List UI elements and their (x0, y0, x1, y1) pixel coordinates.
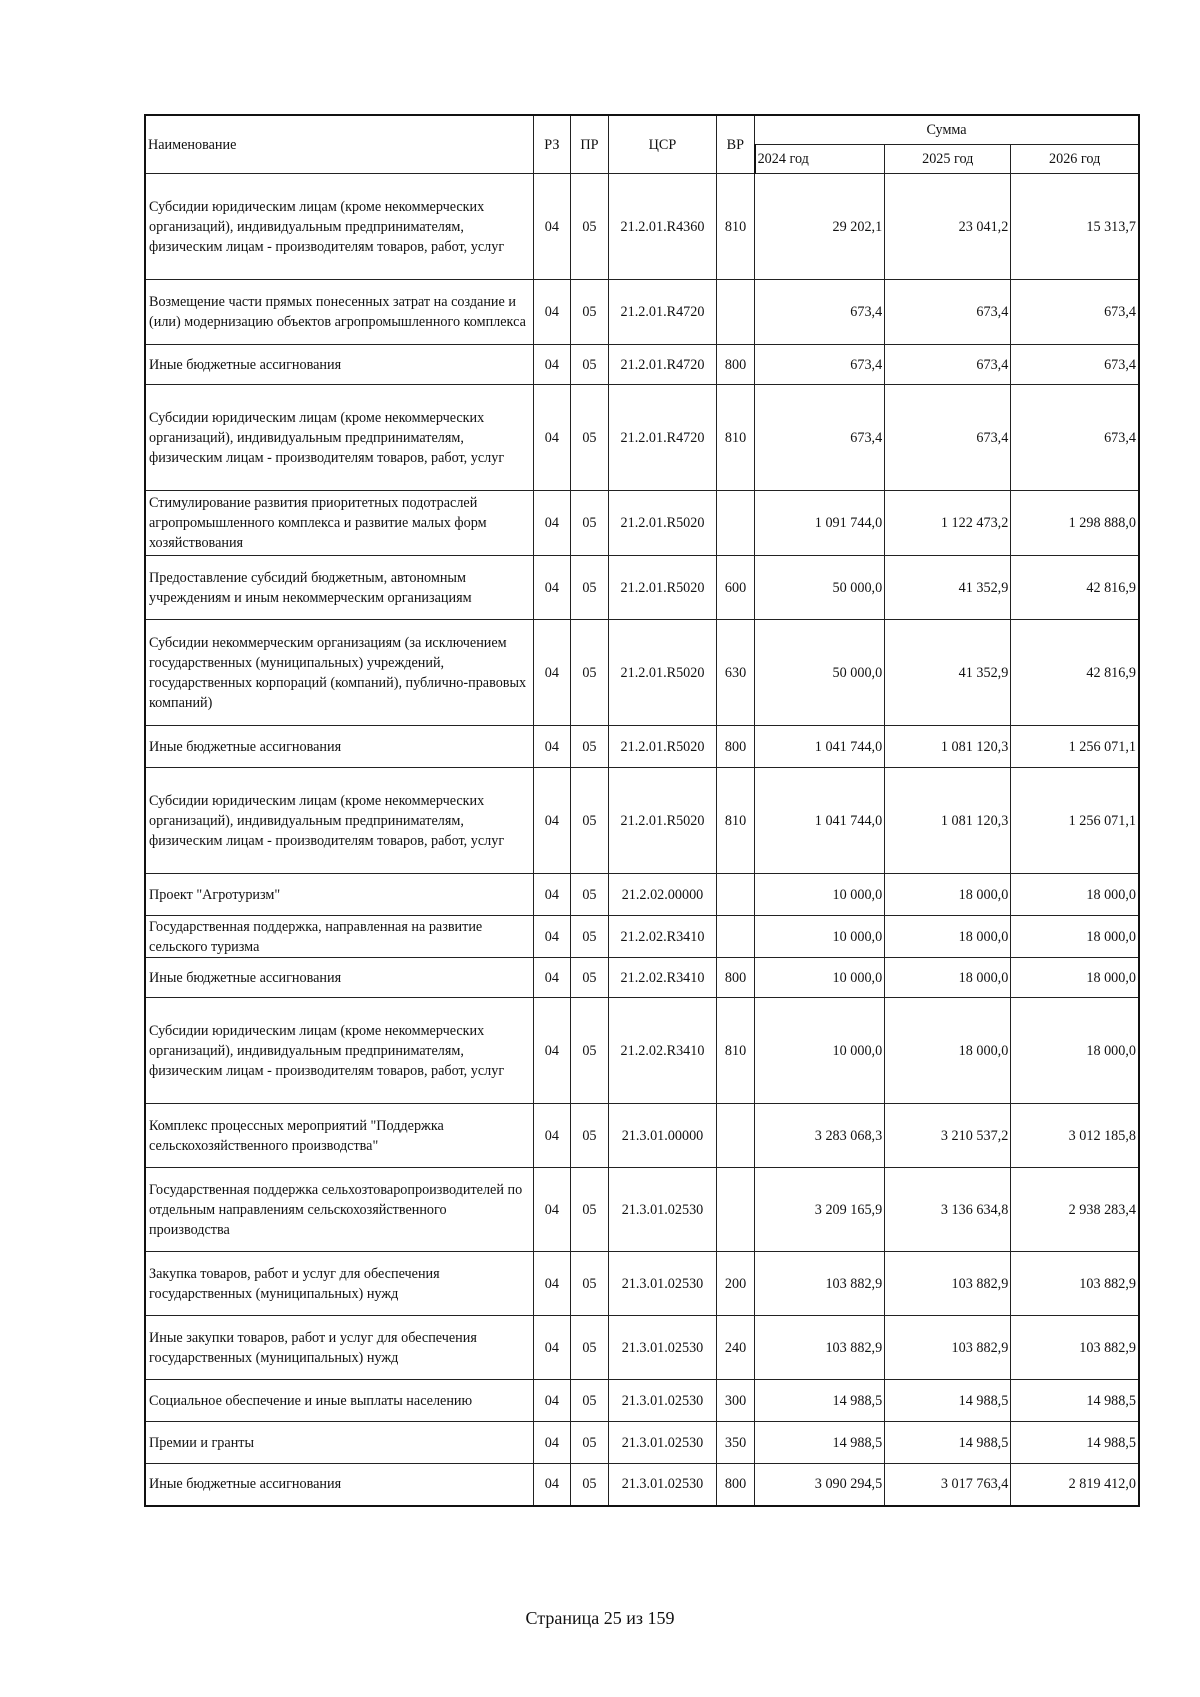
cell-csr: 21.3.01.02530 (608, 1316, 716, 1380)
cell-pr: 05 (570, 556, 608, 620)
cell-pr: 05 (570, 1422, 608, 1464)
cell-year-2025: 3 136 634,8 (885, 1168, 1011, 1252)
cell-vr (717, 916, 755, 958)
cell-rz: 04 (533, 174, 570, 280)
cell-vr: 240 (717, 1316, 755, 1380)
cell-year-2024: 3 090 294,5 (755, 1464, 885, 1506)
cell-vr (717, 280, 755, 345)
table-row (145, 1464, 1139, 1506)
header-year-2026: 2026 год (1011, 145, 1139, 174)
cell-rz: 04 (533, 1464, 570, 1506)
cell-vr: 630 (717, 620, 755, 726)
header-year-2024: 2024 год (755, 145, 885, 174)
cell-year-2025: 673,4 (885, 345, 1011, 385)
cell-csr: 21.2.01.R4720 (608, 280, 716, 345)
cell-rz: 04 (533, 1168, 570, 1252)
cell-vr: 810 (717, 385, 755, 491)
cell-name: Субсидии юридическим лицам (кроме некоммерческих организаций), индивидуальным предпринимателям, физическим лицам - производителям товаров, работ, услуг (145, 998, 533, 1104)
cell-vr: 800 (717, 345, 755, 385)
cell-year-2026: 14 988,5 (1011, 1422, 1139, 1464)
cell-year-2026: 42 816,9 (1011, 620, 1139, 726)
cell-year-2025: 14 988,5 (885, 1380, 1011, 1422)
cell-pr: 05 (570, 1464, 608, 1506)
cell-year-2024: 29 202,1 (755, 174, 885, 280)
table-row (145, 385, 1139, 491)
cell-year-2025: 1 081 120,3 (885, 726, 1011, 768)
cell-vr (717, 1104, 755, 1168)
cell-rz: 04 (533, 280, 570, 345)
cell-rz: 04 (533, 958, 570, 998)
table-row (145, 958, 1139, 998)
cell-pr: 05 (570, 174, 608, 280)
cell-year-2026: 42 816,9 (1011, 556, 1139, 620)
cell-year-2026: 18 000,0 (1011, 998, 1139, 1104)
table-row (145, 280, 1139, 345)
cell-name: Государственная поддержка сельхозтоваропроизводителей по отдельным направлениям сельскохозяйственного производства (145, 1168, 533, 1252)
header-vr: ВР (717, 115, 755, 174)
cell-name: Комплекс процессных мероприятий "Поддержка сельскохозяйственного производства" (145, 1104, 533, 1168)
cell-pr: 05 (570, 1380, 608, 1422)
table-row (145, 1104, 1139, 1168)
cell-year-2024: 10 000,0 (755, 916, 885, 958)
table-row (145, 491, 1139, 556)
cell-year-2024: 3 283 068,3 (755, 1104, 885, 1168)
cell-pr: 05 (570, 726, 608, 768)
table-row (145, 726, 1139, 768)
cell-vr: 200 (717, 1252, 755, 1316)
cell-name: Государственная поддержка, направленная на развитие сельского туризма (145, 916, 533, 958)
cell-pr: 05 (570, 1104, 608, 1168)
cell-name: Субсидии юридическим лицам (кроме некоммерческих организаций), индивидуальным предпринимателям, физическим лицам - производителям товаров, работ, услуг (145, 768, 533, 874)
cell-name: Субсидии юридическим лицам (кроме некоммерческих организаций), индивидуальным предпринимателям, физическим лицам - производителям товаров, работ, услуг (145, 385, 533, 491)
cell-year-2024: 673,4 (755, 345, 885, 385)
cell-year-2026: 1 298 888,0 (1011, 491, 1139, 556)
cell-rz: 04 (533, 726, 570, 768)
cell-pr: 05 (570, 768, 608, 874)
cell-year-2024: 10 000,0 (755, 958, 885, 998)
header-pr: ПР (570, 115, 608, 174)
cell-pr: 05 (570, 280, 608, 345)
cell-csr: 21.2.02.00000 (608, 874, 716, 916)
cell-year-2025: 673,4 (885, 385, 1011, 491)
cell-pr: 05 (570, 345, 608, 385)
cell-rz: 04 (533, 1380, 570, 1422)
cell-year-2026: 15 313,7 (1011, 174, 1139, 280)
cell-name: Премии и гранты (145, 1422, 533, 1464)
cell-year-2024: 50 000,0 (755, 620, 885, 726)
cell-pr: 05 (570, 958, 608, 998)
cell-year-2025: 3 210 537,2 (885, 1104, 1011, 1168)
cell-vr: 800 (717, 958, 755, 998)
cell-year-2026: 673,4 (1011, 345, 1139, 385)
table-row (145, 620, 1139, 726)
cell-rz: 04 (533, 620, 570, 726)
cell-vr (717, 874, 755, 916)
cell-pr: 05 (570, 916, 608, 958)
cell-year-2026: 18 000,0 (1011, 958, 1139, 998)
header-sum: Сумма (755, 115, 1139, 145)
table-row (145, 916, 1139, 958)
cell-pr: 05 (570, 1316, 608, 1380)
cell-year-2025: 1 122 473,2 (885, 491, 1011, 556)
table-row (145, 1316, 1139, 1380)
table-row (145, 874, 1139, 916)
cell-year-2026: 103 882,9 (1011, 1316, 1139, 1380)
table-row (145, 1380, 1139, 1422)
cell-year-2025: 3 017 763,4 (885, 1464, 1011, 1506)
cell-year-2026: 1 256 071,1 (1011, 768, 1139, 874)
cell-year-2026: 2 938 283,4 (1011, 1168, 1139, 1252)
cell-vr (717, 491, 755, 556)
cell-year-2026: 14 988,5 (1011, 1380, 1139, 1422)
cell-csr: 21.2.01.R4720 (608, 385, 716, 491)
cell-rz: 04 (533, 874, 570, 916)
cell-csr: 21.3.01.02530 (608, 1168, 716, 1252)
cell-pr: 05 (570, 998, 608, 1104)
cell-name: Стимулирование развития приоритетных подотраслей агропромышленного комплекса и развитие малых форм хозяйствования (145, 491, 533, 556)
cell-name: Предоставление субсидий бюджетным, автономным учреждениям и иным некоммерческим организациям (145, 556, 533, 620)
cell-year-2026: 3 012 185,8 (1011, 1104, 1139, 1168)
cell-year-2025: 18 000,0 (885, 916, 1011, 958)
cell-name: Субсидии юридическим лицам (кроме некоммерческих организаций), индивидуальным предпринимателям, физическим лицам - производителям товаров, работ, услуг (145, 174, 533, 280)
cell-vr: 810 (717, 174, 755, 280)
cell-csr: 21.2.01.R4360 (608, 174, 716, 280)
table-row (145, 345, 1139, 385)
cell-year-2025: 103 882,9 (885, 1316, 1011, 1380)
cell-year-2024: 10 000,0 (755, 874, 885, 916)
cell-csr: 21.2.02.R3410 (608, 998, 716, 1104)
cell-pr: 05 (570, 1252, 608, 1316)
cell-rz: 04 (533, 916, 570, 958)
cell-year-2024: 14 988,5 (755, 1422, 885, 1464)
cell-vr: 800 (717, 1464, 755, 1506)
cell-year-2025: 18 000,0 (885, 874, 1011, 916)
cell-csr: 21.2.01.R5020 (608, 491, 716, 556)
cell-year-2026: 1 256 071,1 (1011, 726, 1139, 768)
cell-year-2024: 1 041 744,0 (755, 726, 885, 768)
cell-rz: 04 (533, 556, 570, 620)
cell-csr: 21.3.01.02530 (608, 1252, 716, 1316)
cell-year-2024: 1 091 744,0 (755, 491, 885, 556)
cell-year-2024: 103 882,9 (755, 1316, 885, 1380)
cell-year-2026: 18 000,0 (1011, 874, 1139, 916)
table-row (145, 1168, 1139, 1252)
table-row (145, 556, 1139, 620)
cell-year-2025: 18 000,0 (885, 958, 1011, 998)
cell-year-2024: 3 209 165,9 (755, 1168, 885, 1252)
cell-vr: 300 (717, 1380, 755, 1422)
cell-pr: 05 (570, 620, 608, 726)
cell-year-2025: 14 988,5 (885, 1422, 1011, 1464)
cell-vr (717, 1168, 755, 1252)
header-row-top (145, 115, 1139, 145)
header-csr: ЦСР (608, 115, 716, 174)
cell-year-2025: 103 882,9 (885, 1252, 1011, 1316)
cell-pr: 05 (570, 491, 608, 556)
cell-name: Иные бюджетные ассигнования (145, 345, 533, 385)
cell-rz: 04 (533, 1252, 570, 1316)
cell-name: Субсидии некоммерческим организациям (за исключением государственных (муниципальных) учреждений, государственных корпораций (компаний), публично-правовых компаний) (145, 620, 533, 726)
cell-year-2026: 673,4 (1011, 280, 1139, 345)
cell-name: Иные закупки товаров, работ и услуг для обеспечения государственных (муниципальных) нужд (145, 1316, 533, 1380)
table-row (145, 1422, 1139, 1464)
cell-csr: 21.2.02.R3410 (608, 916, 716, 958)
cell-rz: 04 (533, 491, 570, 556)
budget-table (144, 114, 1140, 1507)
cell-year-2025: 41 352,9 (885, 556, 1011, 620)
cell-csr: 21.3.01.02530 (608, 1464, 716, 1506)
cell-vr: 600 (717, 556, 755, 620)
cell-pr: 05 (570, 1168, 608, 1252)
header-name: Наименование (145, 115, 533, 174)
page-number: Страница 25 из 159 (525, 1608, 675, 1628)
cell-csr: 21.2.01.R5020 (608, 620, 716, 726)
header-year-2025: 2025 год (885, 145, 1011, 174)
cell-year-2026: 18 000,0 (1011, 916, 1139, 958)
cell-pr: 05 (570, 385, 608, 491)
table-row (145, 998, 1139, 1104)
cell-name: Проект "Агротуризм" (145, 874, 533, 916)
cell-vr: 810 (717, 768, 755, 874)
cell-rz: 04 (533, 1422, 570, 1464)
cell-csr: 21.2.02.R3410 (608, 958, 716, 998)
cell-year-2024: 50 000,0 (755, 556, 885, 620)
cell-year-2024: 103 882,9 (755, 1252, 885, 1316)
cell-year-2024: 14 988,5 (755, 1380, 885, 1422)
cell-vr: 350 (717, 1422, 755, 1464)
cell-vr: 810 (717, 998, 755, 1104)
cell-year-2026: 103 882,9 (1011, 1252, 1139, 1316)
cell-year-2024: 1 041 744,0 (755, 768, 885, 874)
table-row (145, 768, 1139, 874)
cell-rz: 04 (533, 1316, 570, 1380)
cell-csr: 21.3.01.00000 (608, 1104, 716, 1168)
cell-rz: 04 (533, 768, 570, 874)
cell-year-2024: 673,4 (755, 385, 885, 491)
cell-csr: 21.2.01.R5020 (608, 726, 716, 768)
cell-year-2026: 2 819 412,0 (1011, 1464, 1139, 1506)
cell-name: Иные бюджетные ассигнования (145, 958, 533, 998)
cell-csr: 21.2.01.R4720 (608, 345, 716, 385)
header-rz: РЗ (533, 115, 570, 174)
table-row (145, 174, 1139, 280)
cell-rz: 04 (533, 345, 570, 385)
cell-csr: 21.2.01.R5020 (608, 556, 716, 620)
cell-pr: 05 (570, 874, 608, 916)
cell-csr: 21.3.01.02530 (608, 1422, 716, 1464)
cell-year-2025: 18 000,0 (885, 998, 1011, 1104)
cell-name: Социальное обеспечение и иные выплаты населению (145, 1380, 533, 1422)
cell-csr: 21.2.01.R5020 (608, 768, 716, 874)
cell-rz: 04 (533, 385, 570, 491)
cell-year-2024: 10 000,0 (755, 998, 885, 1104)
cell-year-2024: 673,4 (755, 280, 885, 345)
table-row (145, 1252, 1139, 1316)
cell-rz: 04 (533, 998, 570, 1104)
cell-year-2025: 673,4 (885, 280, 1011, 345)
cell-year-2025: 1 081 120,3 (885, 768, 1011, 874)
cell-vr: 800 (717, 726, 755, 768)
cell-year-2025: 41 352,9 (885, 620, 1011, 726)
cell-csr: 21.3.01.02530 (608, 1380, 716, 1422)
cell-year-2025: 23 041,2 (885, 174, 1011, 280)
cell-year-2026: 673,4 (1011, 385, 1139, 491)
cell-rz: 04 (533, 1104, 570, 1168)
cell-name: Закупка товаров, работ и услуг для обеспечения государственных (муниципальных) нужд (145, 1252, 533, 1316)
cell-name: Иные бюджетные ассигнования (145, 726, 533, 768)
cell-name: Иные бюджетные ассигнования (145, 1464, 533, 1506)
cell-name: Возмещение части прямых понесенных затрат на создание и (или) модернизацию объектов агропромышленного комплекса (145, 280, 533, 345)
